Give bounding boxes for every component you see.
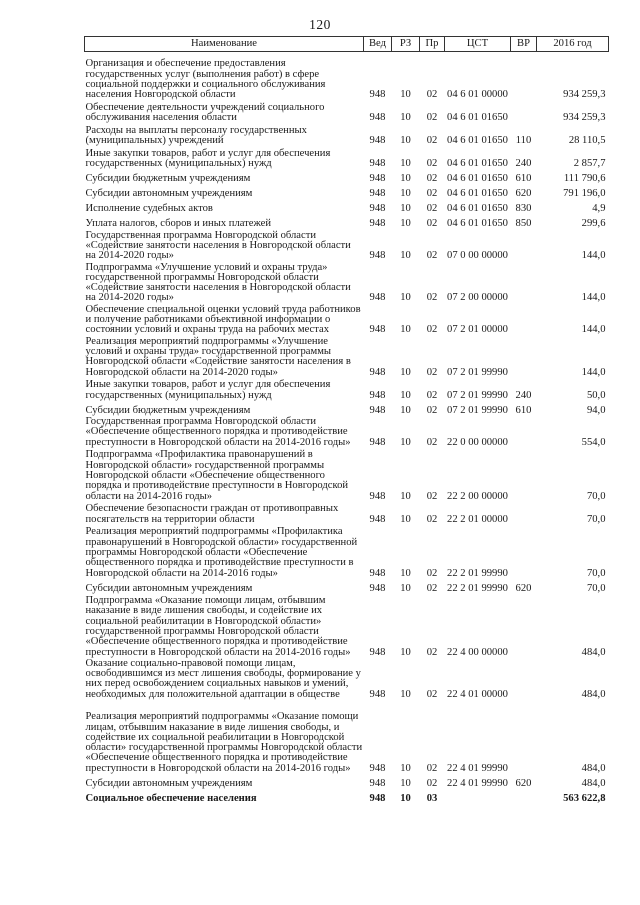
table-row xyxy=(85,200,609,215)
row-ved: 948 xyxy=(369,292,386,304)
row-vr: 850 xyxy=(515,218,532,230)
row-rz: 10 xyxy=(400,567,411,579)
row-ved: 948 xyxy=(369,366,386,378)
table-row xyxy=(85,147,609,170)
row-ved: 948 xyxy=(369,112,386,124)
row-rz: 10 xyxy=(400,112,411,124)
table-row xyxy=(85,789,609,804)
table-row xyxy=(85,304,609,336)
row-name: Обеспечение специальной оценки условий труда работников и получение работниками объективной информации о состоянии условий и охраны труда на рабочих местах xyxy=(85,303,361,336)
row-cst: 22 4 00 00000 xyxy=(447,646,508,658)
row-rz: 10 xyxy=(400,513,411,525)
row-ved: 948 xyxy=(369,203,386,215)
row-amount: 111 790,6 xyxy=(563,173,606,185)
row-amount: 484,0 xyxy=(581,762,606,774)
row-ved: 948 xyxy=(369,567,386,579)
row-name: Иные закупки товаров, работ и услуг для обеспечения государственных (муниципальных) нужд xyxy=(85,379,331,401)
row-amount: 934 259,3 xyxy=(563,112,606,124)
row-ved: 948 xyxy=(369,173,386,185)
row-vr xyxy=(511,448,537,502)
row-ved: 948 xyxy=(369,777,386,789)
row-ved: 948 xyxy=(369,135,386,147)
row-rz: 10 xyxy=(400,292,411,304)
row-pr: 02 xyxy=(426,490,438,502)
row-rz: 10 xyxy=(400,436,411,448)
row-rz: 10 xyxy=(400,158,411,170)
row-pr: 02 xyxy=(426,173,438,185)
row-ved: 948 xyxy=(369,792,386,804)
row-rz: 10 xyxy=(400,203,411,215)
row-vr xyxy=(511,101,537,124)
row-vr xyxy=(511,304,537,336)
row-rz: 10 xyxy=(400,250,411,262)
header-ved: Вед xyxy=(364,37,392,52)
table-row xyxy=(85,170,609,185)
row-name: Субсидии автономным учреждениям xyxy=(85,582,253,594)
table-row xyxy=(85,185,609,200)
row-name: Иные закупки товаров, работ и услуг для обеспечения государственных (муниципальных) нужд xyxy=(85,147,331,170)
row-rz: 10 xyxy=(400,135,411,147)
row-cst: 22 4 01 99990 xyxy=(447,777,508,789)
row-vr xyxy=(511,789,537,804)
row-cst: 04 6 01 01650 xyxy=(447,218,508,230)
table-body xyxy=(85,52,609,805)
row-cst: 22 2 01 99990 xyxy=(447,567,508,579)
row-pr: 02 xyxy=(426,436,438,448)
row-cst: 22 2 01 99990 xyxy=(447,582,508,594)
row-cst: 07 2 01 99990 xyxy=(447,389,508,401)
row-amount: 70,0 xyxy=(586,513,606,525)
row-amount: 791 196,0 xyxy=(563,188,606,200)
row-rz: 10 xyxy=(400,646,411,658)
row-amount: 144,0 xyxy=(581,324,606,336)
row-cst: 04 6 01 01650 xyxy=(447,173,508,185)
row-ved: 948 xyxy=(369,158,386,170)
row-vr xyxy=(511,416,537,448)
row-pr: 02 xyxy=(426,203,438,215)
row-vr xyxy=(511,594,537,658)
row-vr xyxy=(511,262,537,304)
row-name: Субсидии автономным учреждениям xyxy=(85,777,253,789)
row-cst: 22 2 01 00000 xyxy=(447,513,508,525)
row-ved: 948 xyxy=(369,582,386,594)
row-vr: 610 xyxy=(515,173,532,185)
row-amount: 554,0 xyxy=(581,436,606,448)
row-name: Субсидии бюджетным учреждениям xyxy=(85,173,251,185)
table-row xyxy=(85,502,609,525)
table-row xyxy=(85,378,609,401)
row-amount: 4,9 xyxy=(592,203,606,215)
header-name: Наименование xyxy=(85,37,364,52)
row-vr: 620 xyxy=(515,188,532,200)
row-pr: 02 xyxy=(426,513,438,525)
table-row xyxy=(85,124,609,147)
row-amount: 94,0 xyxy=(586,404,606,416)
row-cst: 07 0 00 00000 xyxy=(447,250,508,262)
table-row xyxy=(85,448,609,502)
row-vr xyxy=(511,52,537,101)
header-rz: РЗ xyxy=(392,37,420,52)
row-name: Обеспечение деятельности учреждений социального обслуживания населения области xyxy=(85,101,325,124)
row-name: Реализация мероприятий подпрограммы «Улучшение условий и охраны труда» государственной программы Новгородской области «Содействие занятости населения в Новгородской области на 2014-2020 годы» xyxy=(85,335,351,378)
row-name: Расходы на выплаты персоналу государственных (муниципальных) учреждений xyxy=(85,124,307,147)
row-pr: 02 xyxy=(426,324,438,336)
row-ved: 948 xyxy=(369,688,386,700)
row-pr: 03 xyxy=(426,792,438,804)
row-name: Субсидии бюджетным учреждениям xyxy=(85,404,251,416)
row-amount: 28 110,5 xyxy=(568,135,606,147)
row-vr: 610 xyxy=(515,404,532,416)
row-name: Субсидии автономным учреждениям xyxy=(85,188,253,200)
row-pr: 02 xyxy=(426,89,438,101)
row-amount: 299,6 xyxy=(581,218,606,230)
row-name: Государственная программа Новгородской области «Обеспечение общественного порядка и противодействие преступности в Новгородской области на 2014-2016 годы» xyxy=(85,415,351,448)
row-amount: 563 622,8 xyxy=(563,792,606,804)
row-rz: 10 xyxy=(400,173,411,185)
row-amount: 144,0 xyxy=(581,366,606,378)
row-amount: 484,0 xyxy=(581,777,606,789)
row-name: Обеспечение безопасности граждан от противоправных посягательств на территории области xyxy=(85,503,339,525)
row-name: Реализация мероприятий подпрограммы «Оказание помощи лицам, отбывшим наказание в виде лишения свободы, и содействие их социальной реабилитации в Новгородской области» государственной программы Новгородской области «Обеспечение общественного порядка и противодействие преступности в Новгородской области на 2014-2016 годы» xyxy=(85,711,363,774)
row-ved: 948 xyxy=(369,188,386,200)
row-name: Реализация мероприятий подпрограммы «Профилактика правонарушений в Новгородской области» государственной программы Новгородской области «Обеспечение общественного порядка и противодействие преступности в Новгородской области на 2014-2016 годы» xyxy=(85,526,358,579)
row-cst xyxy=(445,789,511,804)
row-name: Оказание социально-правовой помощи лицам, освободившимся из мест лишения свободы, формирование у них перед освобождением социальных навыков и умений, необходимых для положительной адаптации в обществе xyxy=(85,657,361,700)
row-pr: 02 xyxy=(426,366,438,378)
row-rz: 10 xyxy=(400,582,411,594)
row-rz: 10 xyxy=(400,188,411,200)
row-amount: 70,0 xyxy=(586,490,606,502)
row-name: Социальное обеспечение населения xyxy=(85,792,257,804)
row-pr: 02 xyxy=(426,762,438,774)
row-vr xyxy=(511,658,537,700)
row-name: Подпрограмма «Оказание помощи лицам, отбывшим наказание в виде лишения свободы, и содействие их социальной реабилитации в Новгородской области» государственной программы Новгородской области «Обеспечение общественного порядка и противодействие преступности в Новгородской области на 2014-2016 годы» xyxy=(85,595,351,658)
header-pr: Пр xyxy=(420,37,445,52)
row-ved: 948 xyxy=(369,250,386,262)
row-pr: 02 xyxy=(426,567,438,579)
row-vr: 620 xyxy=(515,582,532,594)
row-pr: 02 xyxy=(426,292,438,304)
row-amount: 144,0 xyxy=(581,292,606,304)
row-cst: 07 2 01 99990 xyxy=(447,404,508,416)
row-rz: 10 xyxy=(400,490,411,502)
row-name: Организация и обеспечение предоставления государственных услуг (выполнения работ) в сфере социальной поддержки и социального обслуживания населения Новгородской области xyxy=(85,58,326,101)
row-ved: 948 xyxy=(369,218,386,230)
row-rz: 10 xyxy=(400,218,411,230)
row-pr: 02 xyxy=(426,646,438,658)
row-vr xyxy=(511,502,537,525)
row-rz: 10 xyxy=(400,366,411,378)
row-cst: 04 6 01 00000 xyxy=(447,89,508,101)
row-pr: 02 xyxy=(426,688,438,700)
row-rz: 10 xyxy=(400,762,411,774)
row-cst: 22 0 00 00000 xyxy=(447,436,508,448)
row-pr: 02 xyxy=(426,135,438,147)
row-rz: 10 xyxy=(400,792,411,804)
row-ved: 948 xyxy=(369,490,386,502)
row-amount: 484,0 xyxy=(581,688,606,700)
row-cst: 22 4 01 00000 xyxy=(447,688,508,700)
row-pr: 02 xyxy=(426,777,438,789)
table-row xyxy=(85,594,609,658)
row-ved: 948 xyxy=(369,646,386,658)
row-pr: 02 xyxy=(426,389,438,401)
row-pr: 02 xyxy=(426,404,438,416)
table-row xyxy=(85,262,609,304)
row-cst: 04 6 01 01650 xyxy=(447,158,508,170)
row-name: Уплата налогов, сборов и иных платежей xyxy=(85,218,272,230)
table-row xyxy=(85,52,609,101)
header-year: 2016 год xyxy=(537,37,609,52)
table-row xyxy=(85,101,609,124)
page-number: 120 xyxy=(309,17,331,32)
row-cst: 22 2 00 00000 xyxy=(447,490,508,502)
table-row xyxy=(85,215,609,230)
table-row xyxy=(85,401,609,416)
row-amount: 144,0 xyxy=(581,250,606,262)
table-row xyxy=(85,658,609,700)
row-vr: 110 xyxy=(515,135,532,147)
row-name: Подпрограмма «Профилактика правонарушений в Новгородской области» государственной программы Новгородской области «Обеспечение общественного порядка и противодействие преступности в Новгородской области на 2014-2016 годы» xyxy=(85,449,349,502)
row-cst: 07 2 01 00000 xyxy=(447,324,508,336)
row-pr: 02 xyxy=(426,218,438,230)
row-ved: 948 xyxy=(369,404,386,416)
row-rz: 10 xyxy=(400,688,411,700)
row-pr: 02 xyxy=(426,188,438,200)
row-rz: 10 xyxy=(400,404,411,416)
row-rz: 10 xyxy=(400,777,411,789)
table-row xyxy=(85,230,609,262)
table-row xyxy=(85,416,609,448)
row-rz: 10 xyxy=(400,389,411,401)
row-cst: 22 4 01 99990 xyxy=(447,762,508,774)
row-ved: 948 xyxy=(369,762,386,774)
table-row xyxy=(85,525,609,579)
row-name: Государственная программа Новгородской области «Содействие занятости населения в Новгородской области на 2014-2020 годы» xyxy=(85,229,351,262)
row-pr: 02 xyxy=(426,250,438,262)
row-name: Исполнение судебных актов xyxy=(85,203,213,215)
row-amount: 50,0 xyxy=(586,389,606,401)
row-ved: 948 xyxy=(369,389,386,401)
row-ved: 948 xyxy=(369,436,386,448)
row-vr xyxy=(511,700,537,774)
row-amount: 2 857,7 xyxy=(573,158,606,170)
row-cst: 04 6 01 01650 xyxy=(447,203,508,215)
row-vr: 240 xyxy=(515,389,532,401)
row-ved: 948 xyxy=(369,324,386,336)
header-cst: ЦСТ xyxy=(445,37,511,52)
table-row xyxy=(85,579,609,594)
header-vr: ВР xyxy=(511,37,537,52)
row-cst: 07 2 01 99990 xyxy=(447,366,508,378)
table-row xyxy=(85,700,609,774)
row-cst: 04 6 01 01650 xyxy=(447,112,508,124)
row-amount: 70,0 xyxy=(586,582,606,594)
row-amount: 70,0 xyxy=(586,567,606,579)
row-name: Подпрограмма «Улучшение условий и охраны труда» государственной программы Новгородской области «Содействие занятости населения в Новгородской области на 2014-2020 годы» xyxy=(85,261,351,304)
row-amount: 484,0 xyxy=(581,646,606,658)
row-cst: 07 2 00 00000 xyxy=(447,292,508,304)
row-pr: 02 xyxy=(426,112,438,124)
table-row xyxy=(85,336,609,378)
row-ved: 948 xyxy=(369,89,386,101)
row-cst: 04 6 01 01650 xyxy=(447,188,508,200)
row-vr: 240 xyxy=(515,158,532,170)
row-vr xyxy=(511,525,537,579)
budget-table xyxy=(84,36,609,804)
row-vr xyxy=(511,336,537,378)
row-rz: 10 xyxy=(400,89,411,101)
row-rz: 10 xyxy=(400,324,411,336)
row-pr: 02 xyxy=(426,582,438,594)
row-vr xyxy=(511,230,537,262)
row-cst: 04 6 01 01650 xyxy=(447,135,508,147)
row-vr: 620 xyxy=(515,777,532,789)
table-row xyxy=(85,774,609,789)
row-amount: 934 259,3 xyxy=(563,89,606,101)
row-ved: 948 xyxy=(369,513,386,525)
row-pr: 02 xyxy=(426,158,438,170)
table-header-row xyxy=(85,37,609,52)
row-vr: 830 xyxy=(515,203,532,215)
